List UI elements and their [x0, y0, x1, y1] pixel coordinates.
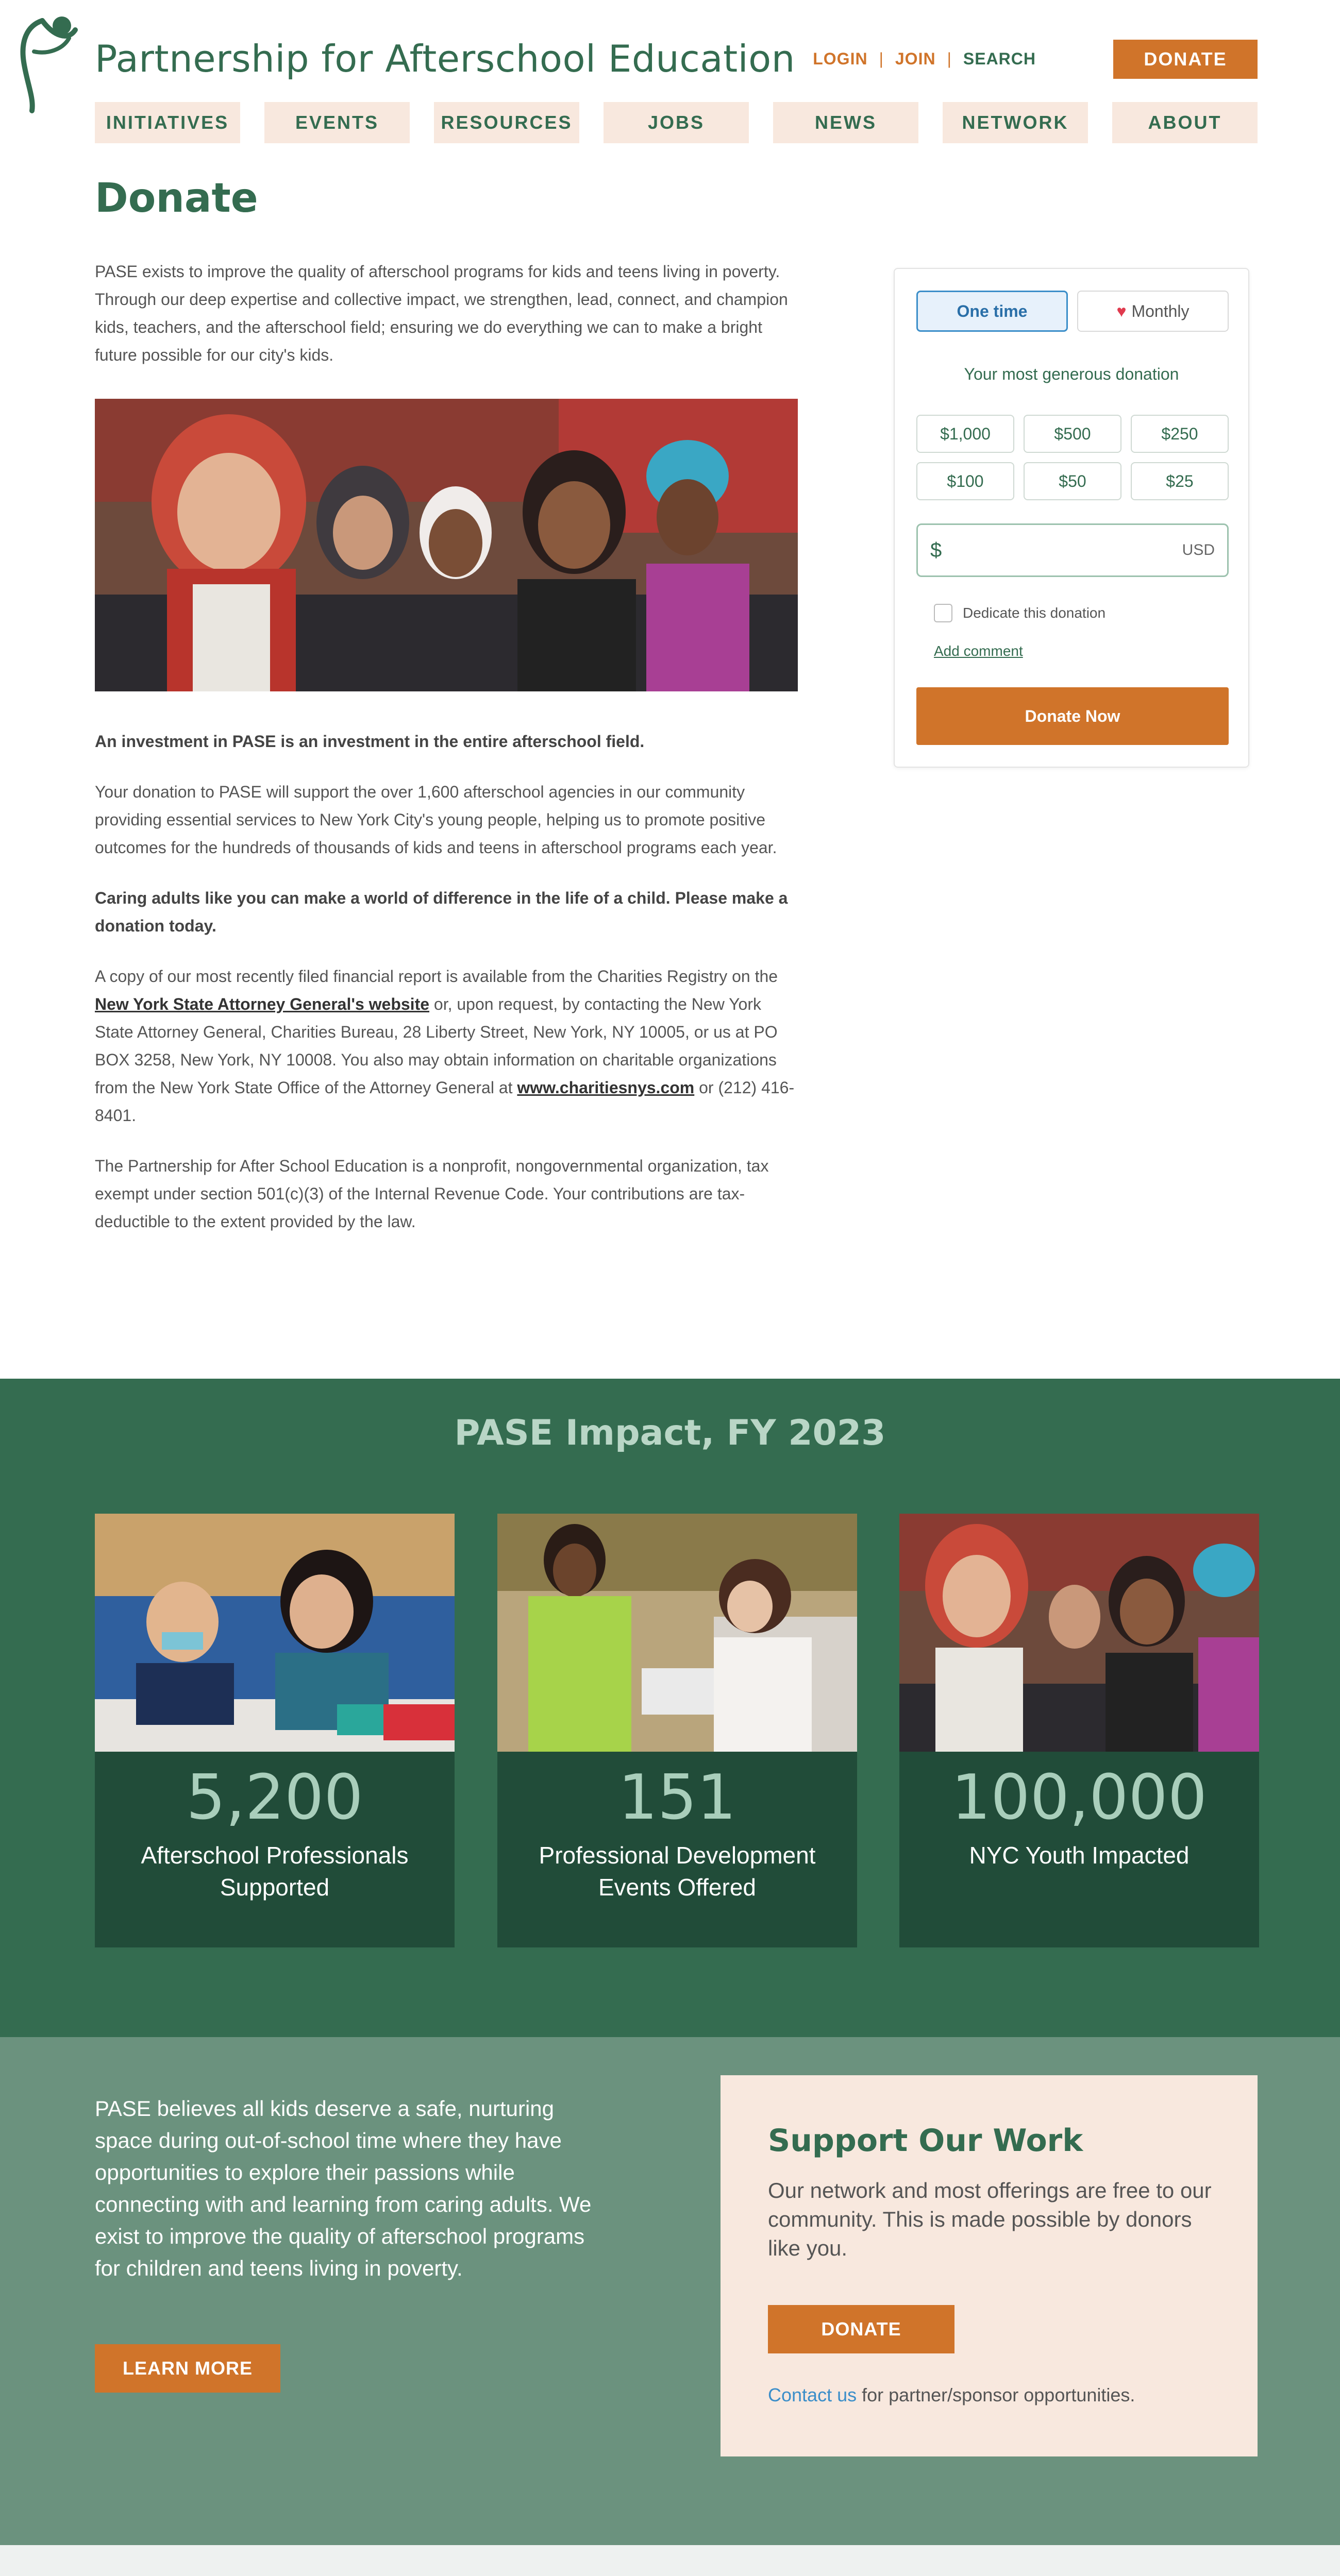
stat-photo [899, 1514, 1259, 1752]
amount-options [916, 415, 1229, 500]
monthly-label: Monthly [1131, 301, 1190, 320]
contact-line [768, 2384, 1135, 2406]
stat-photo [497, 1514, 857, 1752]
nav-item-events[interactable]: EVENTS [264, 102, 410, 143]
nav-item-news[interactable]: NEWS [773, 102, 918, 143]
children-group-photo [95, 399, 798, 691]
report-text-b: or, upon request, by contacting the New York State Attorney General, Charities Bureau, 28 Liberty Street, New York, NY 10005, or us at PO BOX 3258, New York, NY 10008. You also may obtain information on charitable organizations from the New York State Office of the Attorney General at [95, 995, 778, 1097]
currency-symbol: $ [930, 538, 942, 562]
frequency-toggle [916, 291, 1229, 332]
monthly-button[interactable] [1077, 291, 1229, 332]
impact-title: PASE Impact, FY 2023 [454, 1413, 886, 1453]
site-footer [0, 2545, 1340, 2576]
support-text: Our network and most offerings are free to our community. This is made possible by donors like you. [768, 2178, 1212, 2260]
main-nav [95, 102, 1258, 143]
amount-option[interactable]: $25 [1131, 462, 1229, 500]
stat-label: Professional Development Events Offered [539, 1842, 816, 1901]
currency-label: USD [1182, 541, 1215, 558]
generous-donation-label: Your most generous donation [964, 365, 1179, 383]
charitiesnys-link[interactable]: www.charitiesnys.com [517, 1078, 695, 1097]
heart-icon: ♥ [1116, 301, 1127, 320]
dedicate-checkbox[interactable] [934, 604, 952, 622]
stat-photo [95, 1514, 455, 1752]
site-header [0, 0, 1340, 155]
search-link[interactable]: SEARCH [963, 49, 1036, 68]
nav-item-initiatives[interactable]: INITIATIVES [95, 102, 240, 143]
amount-option[interactable]: $100 [916, 462, 1014, 500]
stat-label: NYC Youth Impacted [969, 1842, 1190, 1869]
support-card [721, 2075, 1258, 2456]
add-comment-link[interactable]: Add comment [934, 643, 1023, 659]
report-text-a: A copy of our most recently filed financial report is available from the Charities Registry on the [95, 967, 778, 986]
stat-card [497, 1514, 857, 1947]
join-link[interactable]: JOIN [895, 49, 936, 68]
donate-body [95, 258, 798, 1258]
support-donate-button[interactable]: DONATE [768, 2305, 954, 2353]
call-to-action-paragraph: Caring adults like you can make a world of difference in the life of a child. Please make a donation today. [95, 889, 788, 935]
pase-logo-icon[interactable] [11, 5, 83, 113]
stat-number: 5,200 [186, 1762, 363, 1834]
donate-now-button[interactable]: Donate Now [916, 687, 1229, 745]
support-paragraph: Your donation to PASE will support the over 1,600 afterschool agencies in our community providing essential services to New York City's young people, helping us to promote positive outcomes for the hundreds of thousands of kids and teens in afterschool programs each year. [95, 783, 777, 857]
login-link[interactable]: LOGIN [813, 49, 868, 68]
stat-number: 100,000 [951, 1762, 1208, 1834]
nav-item-about[interactable]: ABOUT [1112, 102, 1258, 143]
amount-option[interactable]: $50 [1024, 462, 1121, 500]
attorney-general-link[interactable]: New York State Attorney General's website [95, 995, 430, 1013]
separator: | [947, 49, 952, 68]
amount-option[interactable]: $500 [1024, 415, 1121, 453]
nonprofit-paragraph: The Partnership for After School Education is a nonprofit, nongovernmental organization, tax exempt under section 501(c)(3) of the Internal Revenue Code. Your contributions are tax-deductible to the extent provided by the law. [95, 1157, 769, 1231]
support-title: Support Our Work [768, 2123, 1083, 2159]
utility-nav [813, 49, 1036, 69]
amount-option[interactable]: $250 [1131, 415, 1229, 453]
nav-item-jobs[interactable]: JOBS [604, 102, 749, 143]
stat-number: 151 [618, 1762, 736, 1834]
dedicate-label: Dedicate this donation [963, 605, 1106, 621]
amount-option[interactable]: $1,000 [916, 415, 1014, 453]
dedicate-option[interactable] [934, 604, 1105, 622]
custom-amount-input[interactable] [916, 523, 1229, 577]
stat-label: Afterschool Professionals Supported [141, 1842, 409, 1901]
separator: | [879, 49, 884, 68]
contact-rest: for partner/sponsor opportunities. [857, 2384, 1135, 2405]
report-text-c: or (212) 416-8401. [95, 1078, 795, 1125]
one-time-button[interactable]: One time [916, 291, 1068, 332]
site-title[interactable]: Partnership for Afterschool Education [95, 37, 795, 80]
mission-text: PASE believes all kids deserve a safe, nurturing space during out-of-school time where they have opportunities to explore their passions while connecting with and learning from caring adults. We exist to improve the quality of afterschool programs for children and teens living in poverty. [95, 2096, 592, 2280]
intro-paragraph: PASE exists to improve the quality of afterschool programs for kids and teens living in poverty. Through our deep expertise and collective impact, we strengthen, lead, connect, and champion kids, teachers, and the afterschool field; ensuring we do everything we can to make a bright future possible for our city's kids. [95, 262, 788, 364]
pase-logo-icon[interactable] [95, 2573, 131, 2576]
donate-header-button[interactable]: DONATE [1113, 40, 1258, 79]
learn-more-button[interactable]: LEARN MORE [95, 2344, 280, 2393]
page-title: Donate [95, 175, 258, 222]
stat-card [95, 1514, 455, 1947]
nav-item-network[interactable]: NETWORK [943, 102, 1088, 143]
donation-form [894, 268, 1249, 768]
nav-item-resources[interactable]: RESOURCES [434, 102, 579, 143]
contact-us-link[interactable]: Contact us [768, 2384, 857, 2405]
investment-statement: An investment in PASE is an investment in the entire afterschool field. [95, 732, 645, 751]
stat-card [899, 1514, 1259, 1947]
financial-report-paragraph [95, 962, 798, 1129]
